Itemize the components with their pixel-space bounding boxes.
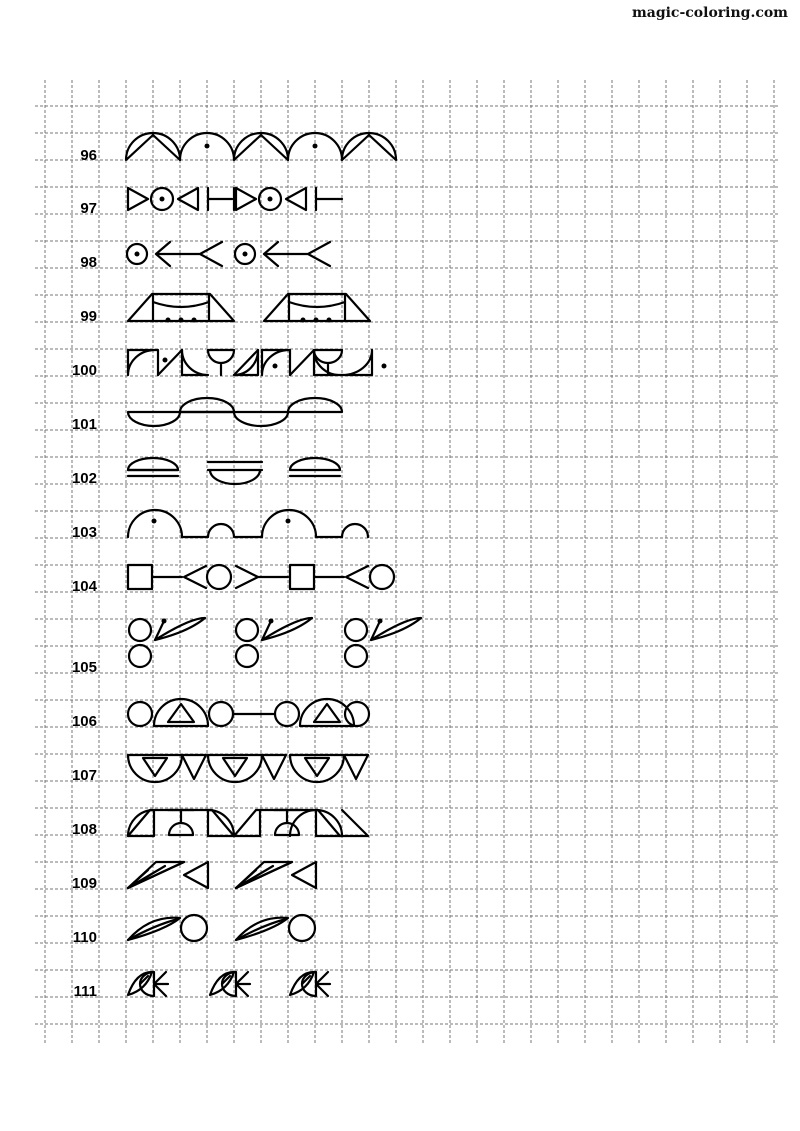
pattern-row-97 [128, 188, 342, 210]
row-number-104: 104 [71, 578, 97, 595]
row-number-99: 99 [80, 308, 97, 325]
grid-lines [35, 80, 778, 1045]
pattern-row-111 [128, 972, 330, 996]
row-number-110: 110 [72, 929, 97, 946]
row-number-labels [72, 147, 98, 1000]
row-number-102: 102 [71, 470, 97, 487]
row-number-107: 107 [71, 767, 97, 784]
pattern-row-100 [128, 350, 387, 375]
row-number-108: 108 [71, 821, 97, 838]
row-number-103: 103 [71, 524, 97, 541]
row-number-106: 106 [71, 713, 97, 730]
pattern-row-107 [128, 755, 368, 782]
row-number-100: 100 [71, 362, 97, 379]
row-number-96: 96 [80, 147, 97, 164]
pattern-row-99 [128, 294, 370, 323]
pattern-row-101 [128, 398, 342, 426]
site-watermark: magic-coloring.com [631, 5, 788, 21]
pattern-row-108 [128, 810, 368, 836]
row-number-98: 98 [80, 254, 97, 271]
row-number-101: 101 [71, 416, 97, 433]
pattern-row-106 [128, 699, 369, 726]
pattern-row-103 [128, 510, 368, 537]
pattern-row-105 [129, 618, 421, 667]
row-number-105: 105 [71, 659, 97, 676]
row-number-111: 111 [73, 983, 97, 1000]
pattern-row-110 [128, 915, 315, 941]
row-number-109: 109 [71, 875, 97, 892]
pattern-row-98 [127, 242, 330, 266]
row-number-97: 97 [80, 200, 97, 217]
